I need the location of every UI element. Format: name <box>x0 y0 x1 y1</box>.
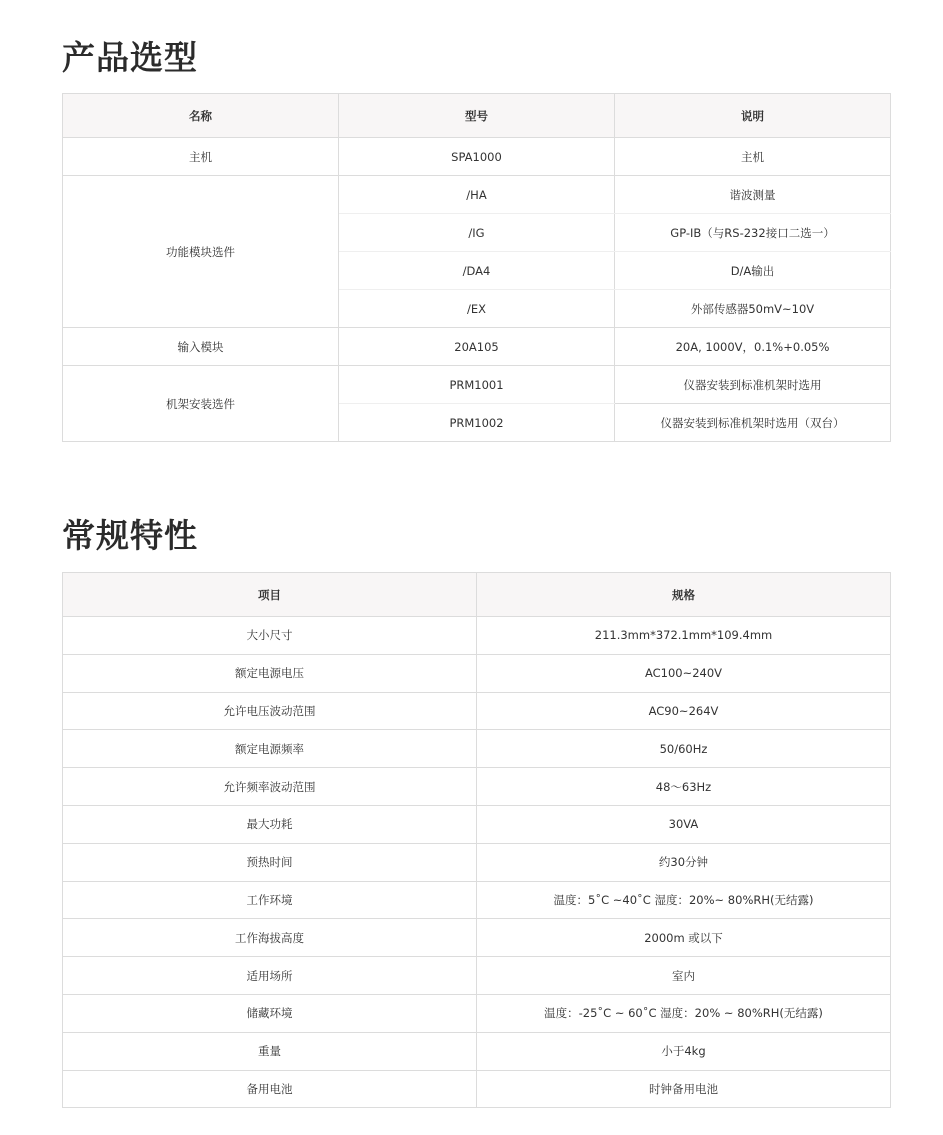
cell-item: 额定电源频率 <box>63 730 477 768</box>
header-description: 说明 <box>615 94 891 138</box>
cell-item: 工作环境 <box>63 881 477 919</box>
cell-item: 工作海拔高度 <box>63 919 477 957</box>
cell-description: 仪器安装到标准机架时选用 <box>615 366 891 404</box>
cell-model: 20A105 <box>339 328 615 366</box>
table-row <box>63 692 891 730</box>
table-row <box>63 328 891 366</box>
table-row <box>63 1070 891 1108</box>
table-row <box>63 138 891 176</box>
cell-spec: 温度：5˚C ~40˚C 湿度：20%~ 80%RH(无结露) <box>477 881 891 919</box>
cell-description: D/A输出 <box>615 252 891 290</box>
general-characteristics-table <box>62 572 891 1108</box>
cell-description: 主机 <box>615 138 891 176</box>
cell-name: 主机 <box>63 138 339 176</box>
table-row <box>63 654 891 692</box>
table-row <box>63 1032 891 1070</box>
cell-spec: 48～63Hz <box>477 768 891 806</box>
cell-name: 功能模块选件 <box>63 176 339 328</box>
table-header-row <box>63 94 891 138</box>
cell-description: 仪器安装到标准机架时选用（双台） <box>615 404 891 442</box>
cell-spec: 温度：-25˚C ~ 60˚C 湿度：20% ~ 80%RH(无结露) <box>477 994 891 1032</box>
cell-spec: 室内 <box>477 957 891 995</box>
cell-item: 预热时间 <box>63 843 477 881</box>
cell-spec: 小于4kg <box>477 1032 891 1070</box>
cell-spec: 时钟备用电池 <box>477 1070 891 1108</box>
cell-spec: 2000m 或以下 <box>477 919 891 957</box>
general-characteristics-title: 常规特性 <box>62 516 198 555</box>
cell-item: 允许频率波动范围 <box>63 768 477 806</box>
cell-spec: 约30分钟 <box>477 843 891 881</box>
header-model: 型号 <box>339 94 615 138</box>
cell-description: 20A, 1000V，0.1%+0.05% <box>615 328 891 366</box>
cell-spec: AC90~264V <box>477 692 891 730</box>
cell-name: 机架安装选件 <box>63 366 339 442</box>
cell-item: 储藏环境 <box>63 994 477 1032</box>
table-row <box>63 617 891 655</box>
cell-model: SPA1000 <box>339 138 615 176</box>
cell-description: 谐波测量 <box>615 176 891 214</box>
table-header-row <box>63 573 891 617</box>
cell-description: GP-IB（与RS-232接口二选一） <box>615 214 891 252</box>
cell-name: 输入模块 <box>63 328 339 366</box>
cell-spec: 50/60Hz <box>477 730 891 768</box>
cell-model: PRM1001 <box>339 366 615 404</box>
table-row <box>63 919 891 957</box>
cell-item: 适用场所 <box>63 957 477 995</box>
cell-model: /EX <box>339 290 615 328</box>
product-selection-title: 产品选型 <box>62 38 198 77</box>
header-item: 项目 <box>63 573 477 617</box>
cell-item: 备用电池 <box>63 1070 477 1108</box>
cell-item: 允许电压波动范围 <box>63 692 477 730</box>
cell-model: PRM1002 <box>339 404 615 442</box>
table-row <box>63 366 891 404</box>
table-row <box>63 881 891 919</box>
cell-spec: 211.3mm*372.1mm*109.4mm <box>477 617 891 655</box>
header-name: 名称 <box>63 94 339 138</box>
cell-item: 大小尺寸 <box>63 617 477 655</box>
table-row <box>63 176 891 214</box>
cell-item: 重量 <box>63 1032 477 1070</box>
cell-description: 外部传感器50mV~10V <box>615 290 891 328</box>
table-row <box>63 994 891 1032</box>
cell-item: 额定电源电压 <box>63 654 477 692</box>
cell-spec: AC100~240V <box>477 654 891 692</box>
product-selection-table <box>62 93 891 442</box>
table-row <box>63 768 891 806</box>
table-row <box>63 957 891 995</box>
cell-model: /HA <box>339 176 615 214</box>
table-row <box>63 730 891 768</box>
table-row <box>63 843 891 881</box>
cell-model: /DA4 <box>339 252 615 290</box>
cell-item: 最大功耗 <box>63 805 477 843</box>
cell-model: /IG <box>339 214 615 252</box>
table-row <box>63 805 891 843</box>
cell-spec: 30VA <box>477 805 891 843</box>
header-spec: 规格 <box>477 573 891 617</box>
